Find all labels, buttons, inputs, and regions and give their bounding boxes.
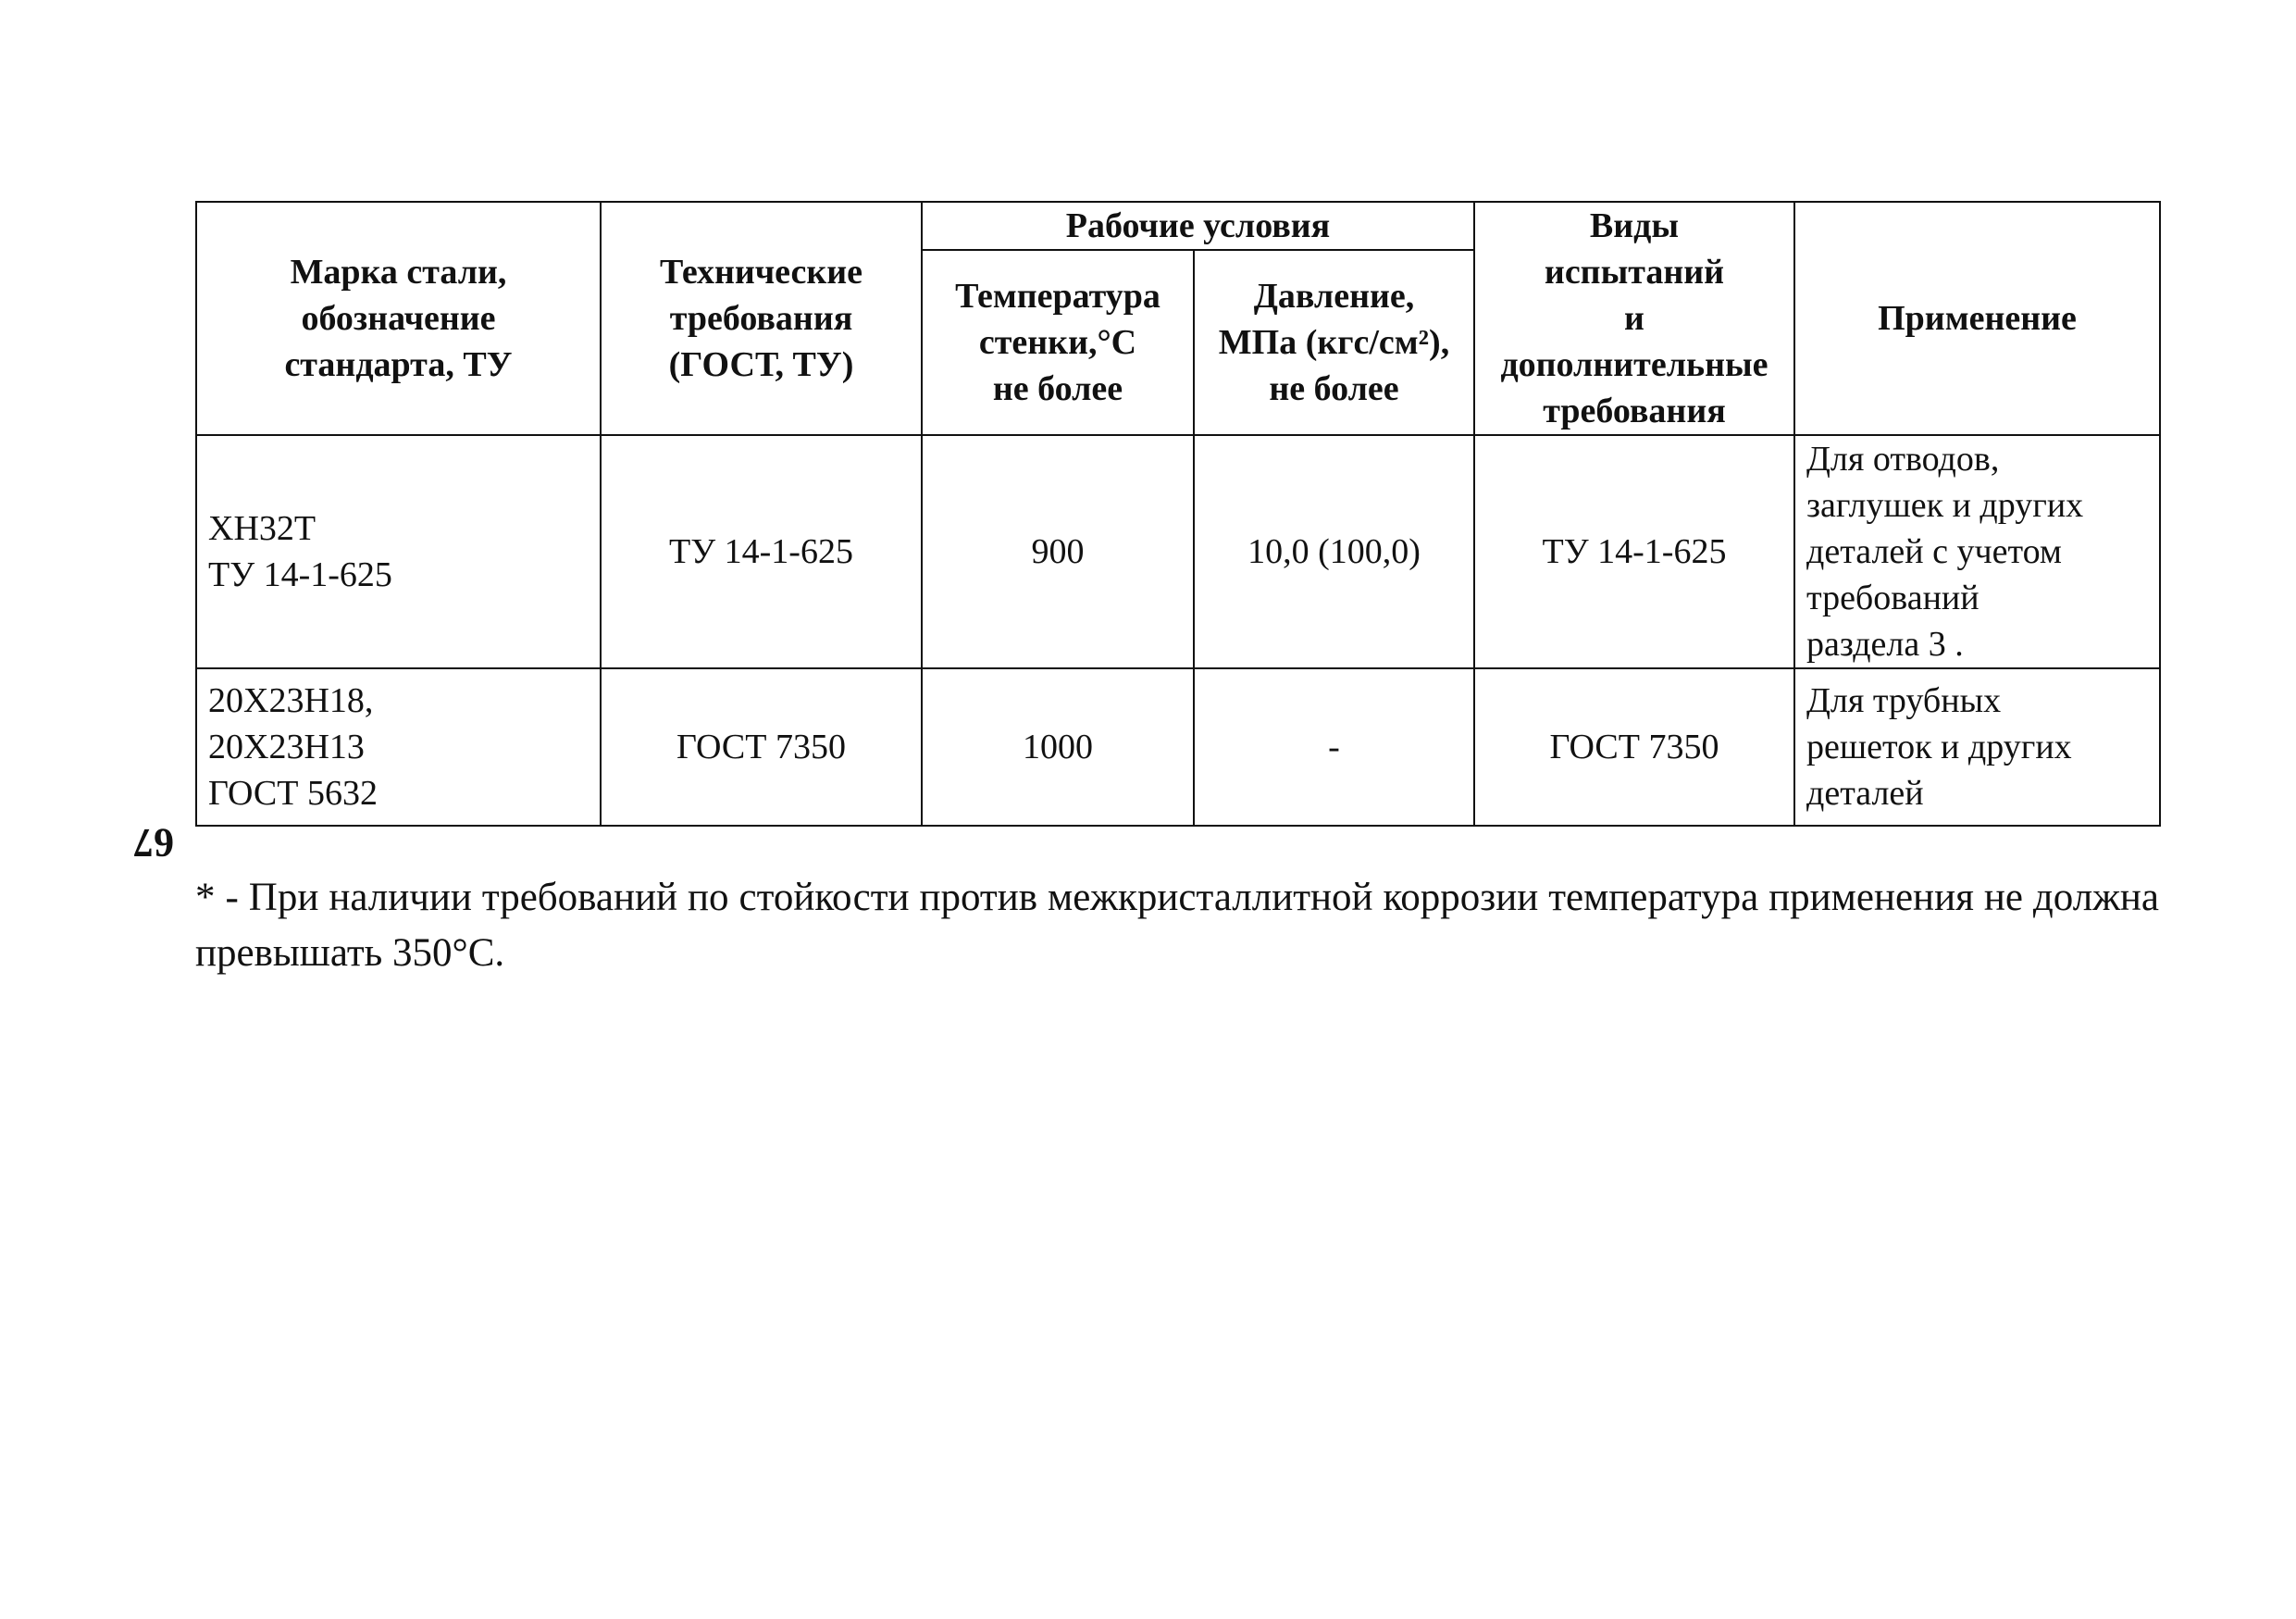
steel-grades-table xyxy=(195,201,2161,827)
header-tests: Виды испытаний и дополнительные требования xyxy=(1474,202,1794,435)
cell-application: Для отводов, заглушек и других деталей с учетом требований раздела 3 . xyxy=(1794,435,2160,668)
header-working-conditions: Рабочие условия xyxy=(922,202,1474,250)
cell-tests: ТУ 14-1-625 xyxy=(1474,435,1794,668)
header-application: Применение xyxy=(1794,202,2160,435)
cell-tech-requirements: ТУ 14-1-625 xyxy=(601,435,922,668)
table-row xyxy=(196,435,2160,668)
header-temperature: Температура стенки,°С не более xyxy=(922,250,1194,435)
cell-grade: ХН32Т ТУ 14-1-625 xyxy=(196,435,601,668)
steel-grades-table-wrapper xyxy=(195,201,2159,827)
header-tech-requirements: Технические требования (ГОСТ, ТУ) xyxy=(601,202,922,435)
cell-tests: ГОСТ 7350 xyxy=(1474,668,1794,826)
footnote: * - При наличии требований по стойкости против межкристаллитной коррозии температура применения не должна превышать 350°С. xyxy=(195,876,2159,975)
page-number: 67 xyxy=(133,820,174,866)
cell-temperature: 1000 xyxy=(922,668,1194,826)
table-row xyxy=(196,668,2160,826)
header-pressure: Давление, МПа (кгс/см²), не более xyxy=(1194,250,1474,435)
cell-pressure: - xyxy=(1194,668,1474,826)
header-grade: Марка стали, обозначение стандарта, ТУ xyxy=(196,202,601,435)
cell-tech-requirements: ГОСТ 7350 xyxy=(601,668,922,826)
cell-grade: 20Х23Н18, 20Х23Н13 ГОСТ 5632 xyxy=(196,668,601,826)
cell-temperature: 900 xyxy=(922,435,1194,668)
cell-application: Для трубных решеток и других деталей xyxy=(1794,668,2160,826)
cell-pressure: 10,0 (100,0) xyxy=(1194,435,1474,668)
